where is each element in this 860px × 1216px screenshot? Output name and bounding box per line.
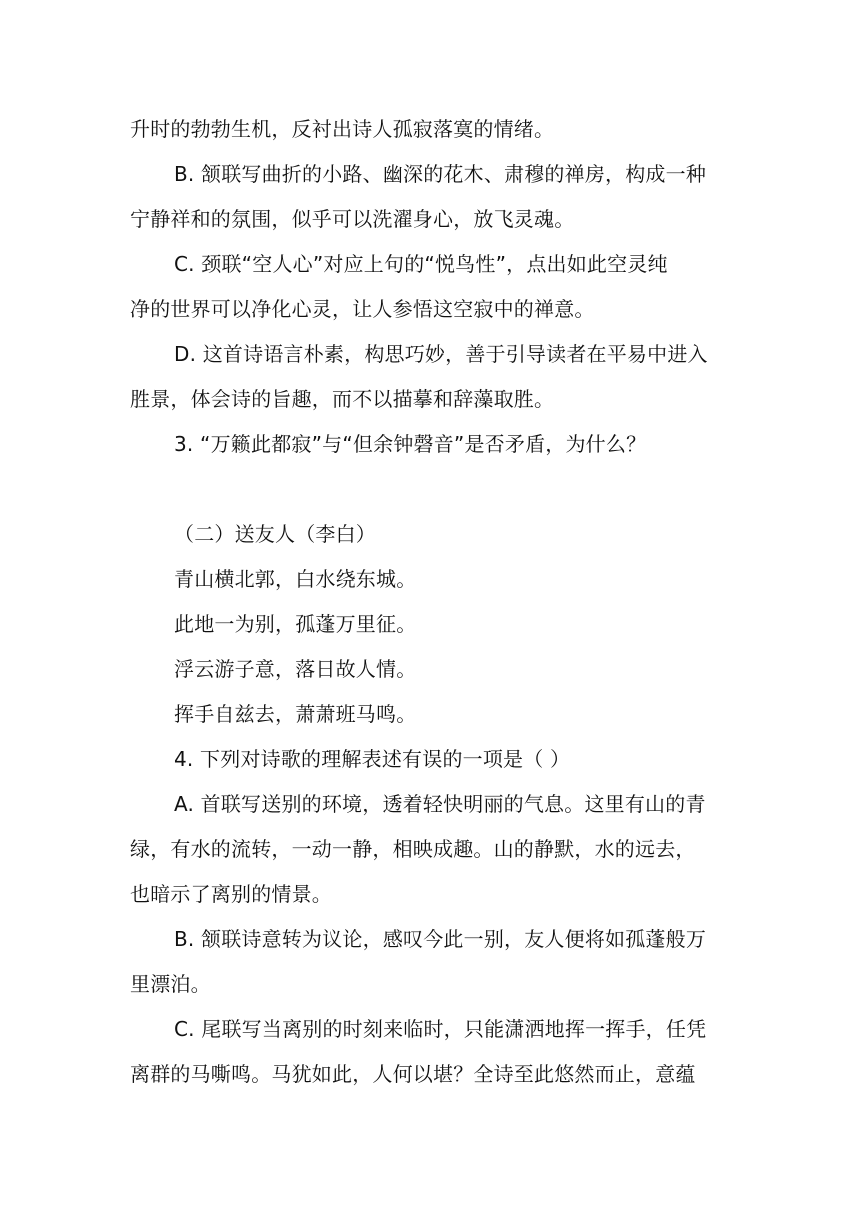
q4-option-c-line: C. 尾联写当离别的时刻来临时，只能潇洒地挥一挥手，任凭 (174, 1017, 707, 1041)
answer-text-line: 升时的勃勃生机，反衬出诗人孤寂落寞的情绪。 (130, 117, 555, 141)
option-b-continuation: 宁静祥和的氛围，似乎可以洗濯身心，放飞灵魂。 (130, 207, 575, 231)
poem-line-3: 浮云游子意，落日故人情。 (174, 657, 417, 681)
q4-option-a-continuation-2: 也暗示了离别的情景。 (130, 882, 332, 906)
q4-option-b-continuation: 里漂泊。 (130, 972, 211, 996)
q4-option-b-line: B. 颔联诗意转为议论，感叹今此一别，友人便将如孤蓬般万 (174, 927, 707, 951)
option-d-line: D. 这首诗语言朴素，构思巧妙，善于引导读者在平易中进入 (174, 342, 708, 366)
question-3: 3. “万籁此都寂”与“但余钟磬音”是否矛盾，为什么？ (174, 432, 647, 456)
q4-option-a-line: A. 首联写送别的环境，透着轻快明丽的气息。这里有山的青 (174, 792, 706, 816)
option-d-continuation: 胜景，体会诗的旨趣，而不以描摹和辞藻取胜。 (130, 387, 555, 411)
question-4: 4. 下列对诗歌的理解表述有误的一项是（ ） (174, 747, 571, 771)
poem-line-1: 青山横北郭，白水绕东城。 (174, 567, 417, 591)
poem-line-2: 此地一为别，孤蓬万里征。 (174, 612, 417, 636)
q4-option-c-continuation: 离群的马嘶鸣。马犹如此，人何以堪？全诗至此悠然而止，意蕴 (130, 1062, 696, 1086)
option-c-line: C. 颈联“空人心”对应上句的“悦鸟性”，点出如此空灵纯 (174, 252, 668, 276)
option-c-continuation: 净的世界可以净化心灵，让人参悟这空寂中的禅意。 (130, 297, 595, 321)
poem-line-4: 挥手自兹去，萧萧班马鸣。 (174, 702, 417, 726)
option-b-line: B. 颔联写曲折的小路、幽深的花木、肃穆的禅房，构成一种 (174, 162, 707, 186)
poem-title: （二）送友人（李白） (174, 522, 376, 546)
q4-option-a-continuation: 绿，有水的流转，一动一静，相映成趣。山的静默，水的远去， (130, 837, 696, 861)
